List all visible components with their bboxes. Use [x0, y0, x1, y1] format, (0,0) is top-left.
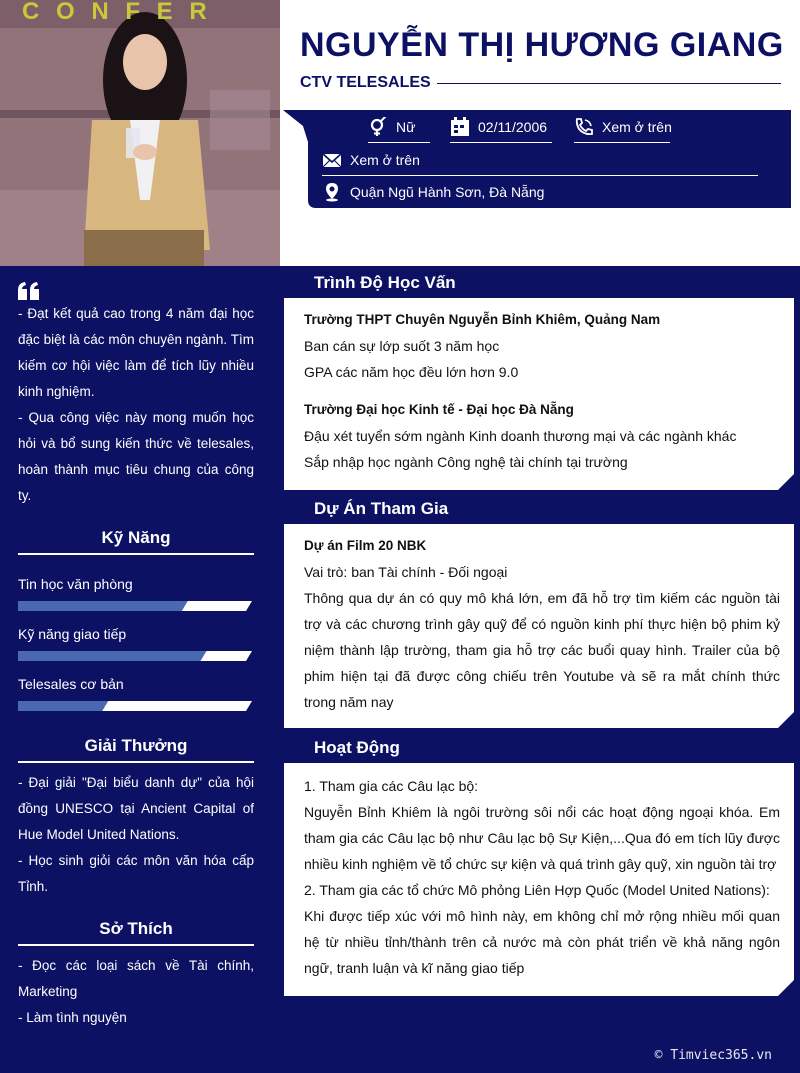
activity-text: Khi được tiếp xúc với mô hình này, em không chỉ mở rộng nhiều mối quan hệ từ nhiều tỉnh/thành trên cả nước mà còn phát triển về khả năng ngôn ngữ, tranh luận và kĩ năng giao tiếp: [304, 908, 780, 976]
career-objective: [18, 301, 254, 509]
address-value: Quận Ngũ Hành Sơn, Đà Nẵng: [350, 184, 545, 200]
skill-bar: [18, 651, 252, 661]
skill-label: Kỹ năng giao tiếp: [18, 626, 127, 642]
photo-banner-text: C O N F E R: [22, 0, 207, 25]
projects-content: [304, 533, 780, 715]
skills-divider: [18, 553, 254, 555]
award-item: - Đại giải "Đại biểu danh dự" của hội đồng UNESCO tại Ancient Capital of Hue Model United Nations.: [18, 775, 254, 842]
phone-field: [574, 117, 672, 137]
footer-watermark: © Timviec365.vn: [654, 1048, 772, 1063]
address-field: [322, 182, 544, 202]
objective-line: - Đạt kết quả cao trong 4 năm đại học đặc biệt là các môn chuyên ngành. Tìm kiếm cơ hội việc làm để tích lũy nhiều kinh nghiệm.: [18, 306, 254, 399]
birthday-field: [450, 117, 547, 137]
activity-heading: 2. Tham gia các tổ chức Mô phỏng Liên Hợp Quốc (Model United Nations):: [304, 882, 770, 898]
gender-field: [368, 117, 415, 137]
gender-value: Nữ: [396, 119, 416, 135]
phone-icon: [574, 117, 594, 137]
phone-underline: [574, 142, 670, 143]
objective-line: - Qua công việc này mong muốn học hỏi và bổ sung kiến thức về telesales, hoàn thành mục tiêu chung của công ty.: [18, 410, 254, 503]
skill-label: Tin học văn phòng: [18, 576, 133, 592]
awards-divider: [18, 761, 254, 763]
section-corner: [778, 712, 794, 728]
school-name: Trường THPT Chuyên Nguyễn Bỉnh Khiêm, Quảng Nam: [304, 312, 661, 327]
birthday-underline: [450, 142, 552, 143]
email-value: Xem ở trên: [350, 152, 420, 168]
section-corner: [778, 474, 794, 490]
skill-bar-fill: [18, 701, 108, 711]
skills-title: Kỹ Năng: [101, 528, 171, 547]
school-detail: Đậu xét tuyển sớm ngành Kinh doanh thương mại và các ngành khác: [304, 428, 737, 444]
project-role: Vai trò: ban Tài chính - Đối ngoại: [304, 564, 508, 580]
quote-icon: [18, 282, 40, 300]
activities-content: [304, 773, 780, 981]
hobby-item: - Làm tình nguyện: [18, 1010, 127, 1025]
email-field: [322, 150, 420, 170]
skill-bar: [18, 701, 252, 711]
photo-illustration: [0, 0, 280, 266]
awards-list: [18, 770, 254, 900]
school-name: Trường Đại học Kinh tế - Đại học Đà Nẵng: [304, 402, 574, 417]
project-name: Dự án Film 20 NBK: [304, 538, 427, 553]
award-item: - Học sinh giỏi các môn văn hóa cấp Tỉnh.: [18, 853, 254, 894]
hobbies-divider: [18, 944, 254, 946]
location-pin-icon: [322, 182, 342, 202]
skill-bar-fill: [18, 651, 207, 661]
hobbies-list: [18, 953, 254, 1031]
hobbies-title: Sở Thích: [99, 919, 173, 938]
skill-bar-fill: [18, 601, 188, 611]
phone-value: Xem ở trên: [602, 119, 672, 135]
candidate-name: NGUYỄN THỊ HƯƠNG GIANG: [300, 26, 784, 64]
skill-bar: [18, 601, 252, 611]
skill-label: Telesales cơ bản: [18, 676, 124, 692]
activity-heading: 1. Tham gia các Câu lạc bộ:: [304, 778, 479, 794]
section-corner: [778, 980, 794, 996]
education-content: [304, 307, 780, 475]
gender-icon: [368, 117, 388, 137]
email-underline: [322, 175, 758, 176]
hobby-item: - Đọc các loại sách về Tài chính, Marketing: [18, 958, 254, 999]
activity-text: Nguyễn Bỉnh Khiêm là ngôi trường sôi nổi các hoạt động ngoại khóa. Em tham gia các Câu lạc bộ như Câu lạc bộ Sự Kiện,...Qua đó em tích lũy được nhiều kinh nghiệm về tổ chức sự kiện và quá trình gây quỹ, xin nguồn tài trợ: [304, 804, 780, 872]
calendar-icon: [450, 117, 470, 137]
school-detail: Sắp nhập học ngành Công nghệ tài chính tại trường: [304, 454, 628, 470]
job-title: CTV TELESALES: [300, 74, 431, 91]
gender-underline: [368, 142, 430, 143]
projects-title: Dự Án Tham Gia: [314, 499, 449, 518]
education-title: Trình Độ Học Vấn: [314, 273, 456, 292]
birthday-value: 02/11/2006: [478, 119, 548, 135]
title-divider: [437, 83, 781, 84]
awards-title: Giải Thưởng: [84, 736, 188, 755]
project-description: Thông qua dự án có quy mô khá lớn, em đã hỗ trợ tìm kiếm các nguồn tài trợ và các chương trình gây quỹ để có nguồn kinh phí thực hiện bộ phim kỷ niệm thành lập trường, tham gia hỗ trợ các buổi quay hình. Trailer của bộ phim hiện tại đã được công chiếu trên Youtube và sẽ ra mắt chính thức trong năm nay: [304, 590, 780, 710]
profile-photo: [0, 0, 280, 266]
envelope-icon: [322, 150, 342, 170]
school-detail: GPA các năm học đều lớn hơn 9.0: [304, 364, 519, 380]
school-detail: Ban cán sự lớp suốt 3 năm học: [304, 338, 500, 354]
activities-title: Hoạt Động: [314, 738, 400, 757]
